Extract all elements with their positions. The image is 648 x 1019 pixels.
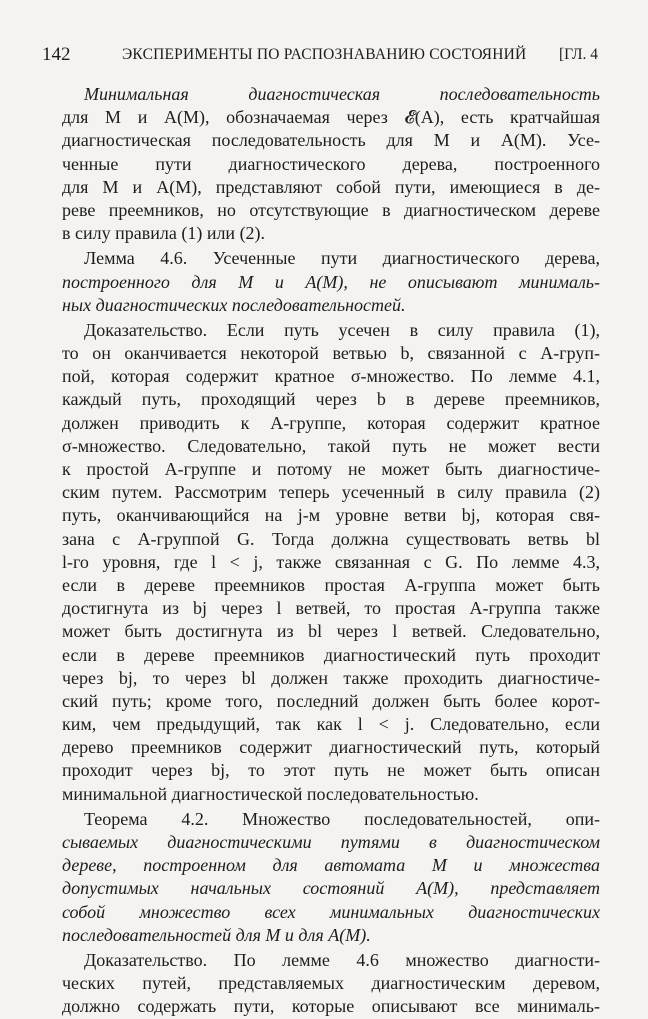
text-line: путь, оканчивающийся на j-м уровне ветви bj, которая свя- bbox=[62, 505, 600, 526]
text-line: для M и A(M), обозначаемая через 𝓔(A), есть кратчайшая bbox=[62, 107, 600, 128]
text-line: ким, чем предыдущий, так как l < j. Следовательно, если bbox=[62, 714, 600, 735]
text-line: через bj, то через bl должен также проходить диагностиче- bbox=[62, 667, 600, 688]
text-line: дерево преемников содержит диагностический путь, который bbox=[62, 737, 600, 758]
text-line: должно содержать пути, которые описывают все минималь- bbox=[62, 996, 600, 1017]
running-header bbox=[42, 38, 598, 68]
text-line: достигнута из bj через l ветвей, то простая A-группа также bbox=[62, 598, 600, 619]
text-line: допустимых начальных состояний A(M), представляет bbox=[62, 878, 600, 899]
text-line: если в дереве преемников простая A-группа может быть bbox=[62, 574, 600, 595]
text-line: ским путем. Рассмотрим теперь усеченный в силу правила (2) bbox=[62, 482, 600, 503]
text-line: если в дереве преемников диагностический путь проходит bbox=[62, 644, 600, 665]
text-line: последовательностей для M и для A(M). bbox=[62, 924, 371, 945]
text-line: минимальной диагностической последовательностью. bbox=[62, 783, 479, 804]
text-line: пой, которая содержит кратное σ-множество. По лемме 4.1, bbox=[62, 366, 600, 387]
proof-heading: Доказательство. Если путь усечен в силу правила (1), bbox=[84, 319, 600, 340]
text-line: Минимальная диагностическая последовательность bbox=[84, 84, 600, 104]
text-line: в силу правила (1) или (2). bbox=[62, 223, 266, 244]
text-line: каждый путь, проходящий через b в дереве преемников, bbox=[62, 389, 600, 410]
text-line: к простой A-группе и потому не может быть диагностиче- bbox=[62, 459, 600, 479]
text-line: сываемых диагностическими путями в диагностическом bbox=[62, 832, 600, 852]
body-text bbox=[62, 83, 600, 1019]
theorem-heading: Теорема 4.2. Множество последовательностей, опи- bbox=[84, 808, 600, 829]
text-line: ский путь; кроме того, последний должен быть более корот- bbox=[62, 690, 600, 711]
text-line: реве преемников, но отсутствующие в диагностическом дереве bbox=[62, 199, 600, 220]
text-line: собой множество всех минимальных диагностических bbox=[62, 901, 600, 922]
text-line: то он оканчивается некоторой ветвью b, связанной с A-груп- bbox=[62, 343, 600, 364]
page-number: 142 bbox=[42, 44, 71, 65]
text-line: должен приводить к A-группе, которая содержит кратное bbox=[62, 412, 600, 433]
text-line: l-го уровня, где l < j, также связанная с G. По лемме 4.3, bbox=[62, 551, 600, 572]
text-line: может быть достигнута из bl через l ветвей. Следовательно, bbox=[62, 621, 600, 642]
text-line: проходит через bj, то этот путь не может быть описан bbox=[62, 760, 600, 781]
chapter-label: [ГЛ. 4 bbox=[559, 46, 598, 63]
text-line: дереве, построенном для автомата M и множества bbox=[62, 855, 600, 876]
text-line: ческих путей, представляемых диагностическим деревом, bbox=[62, 973, 600, 994]
text-line: диагностическая последовательность для M и A(M). Усе- bbox=[62, 130, 600, 151]
lemma-heading: Лемма 4.6. Усеченные пути диагностического дерева, bbox=[84, 248, 600, 269]
text-line: σ-множество. Следовательно, такой путь не может вести bbox=[62, 435, 600, 456]
text-line: ных диагностических последовательностей. bbox=[62, 294, 406, 315]
text-line: для M и A(M), представляют собой пути, имеющиеся в де- bbox=[62, 176, 600, 197]
running-title: ЭКСПЕРИМЕНТЫ ПО РАСПОЗНАВАНИЮ СОСТОЯНИЙ bbox=[122, 46, 527, 63]
proof-heading: Доказательство. По лемме 4.6 множество диагности- bbox=[84, 949, 600, 970]
text-line: ченные пути диагностического дерева, построенного bbox=[62, 153, 600, 174]
text-line: зана с A-группой G. Тогда должна существовать ветвь bl bbox=[62, 528, 600, 549]
text-line: построенного для M и A(M), не описывают минималь- bbox=[62, 271, 600, 292]
